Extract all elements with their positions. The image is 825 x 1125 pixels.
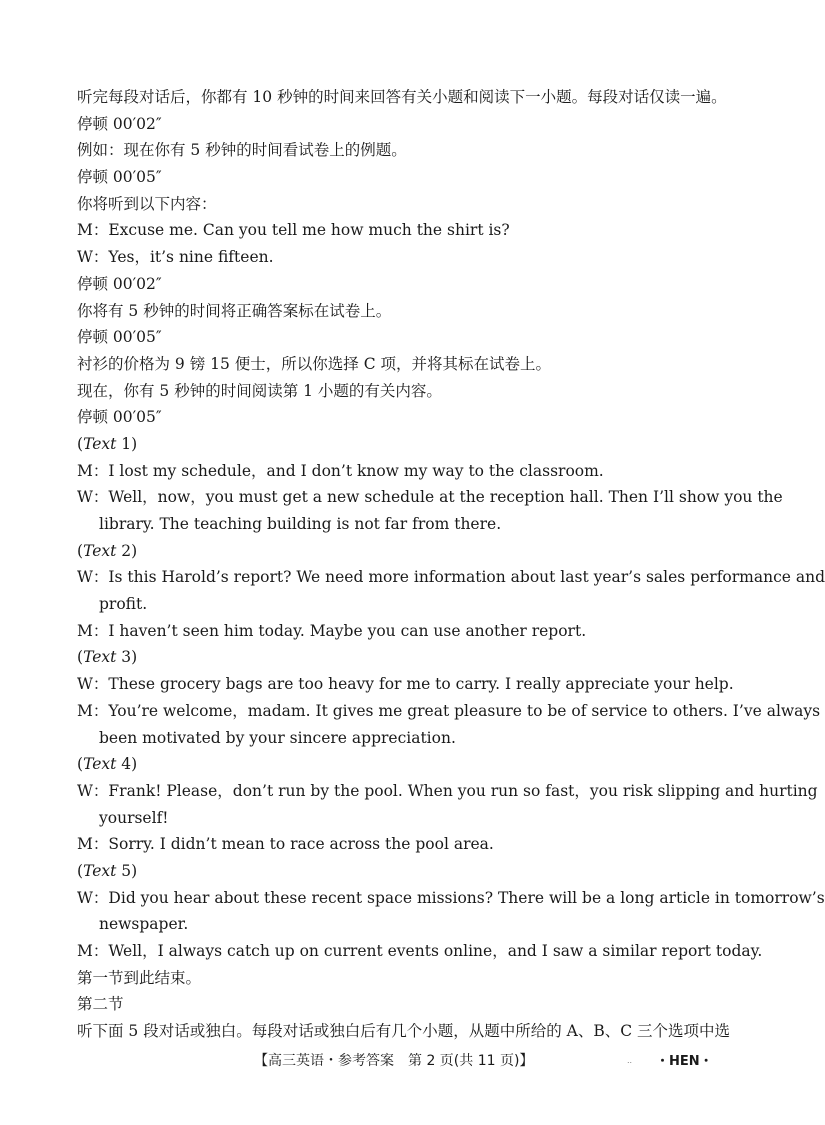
text-line: M：I lost my schedule，and I don’t know my way to the classroom. (77, 461, 604, 480)
text-line: W：Well，now，you must get a new schedule at the reception hall. Then I’ll show you the (77, 488, 783, 507)
text-line-continuation: profit. (99, 595, 148, 614)
text-line: 衬衫的价格为 9 镑 15 便士，所以你选择 C 项，并将其标在试卷上。 (77, 354, 552, 373)
text-marker-label: Text (83, 755, 117, 774)
document-body (77, 84, 825, 1045)
text-line-continuation: newspaper. (99, 915, 189, 934)
page-footer (0, 1050, 800, 1074)
text-line: W：Did you hear about these recent space missions? There will be a long article in tomorrow’s (77, 888, 825, 907)
text-marker-number: 2 (121, 541, 132, 560)
text-line: W：These grocery bags are too heavy for me to carry. I really appreciate your help. (77, 675, 734, 694)
text-line: 停顿 00′02″ (77, 274, 162, 293)
text-line: M：Excuse me. Can you tell me how much the shirt is? (77, 221, 510, 240)
text-marker-number: 5 (121, 861, 132, 880)
text-line: 停顿 00′05″ (77, 408, 162, 427)
text-line: 停顿 00′02″ (77, 114, 162, 133)
text-line: W：Yes，it’s nine fifteen. (77, 248, 274, 267)
text-line: 你将有 5 秒钟的时间将正确答案标在试卷上。 (77, 301, 392, 320)
text-line-continuation: yourself! (99, 808, 169, 827)
text-line: 听下面 5 段对话或独白。每段对话或独白后有几个小题，从题中所给的 A、B、C 三个选项中选 (77, 1022, 731, 1041)
text-line: M：Sorry. I didn’t mean to race across the pool area. (77, 835, 494, 854)
text-section-marker: (Text 1) (77, 434, 138, 453)
footer-code: ・HEN・ (656, 1054, 713, 1069)
text-line: W：Frank! Please，don’t run by the pool. When you run so fast，you risk slipping and hurting (77, 781, 818, 800)
text-line-continuation: been motivated by your sincere appreciation. (99, 728, 456, 747)
text-line: 现在，你有 5 秒钟的时间阅读第 1 小题的有关内容。 (77, 381, 442, 400)
text-line: M：I haven’t seen him today. Maybe you can use another report. (77, 621, 587, 640)
text-line: 停顿 00′05″ (77, 328, 162, 347)
text-marker-label: Text (83, 648, 117, 667)
footer-page-info: 【高三英语・参考答案 第 2 页(共 11 页)】 (254, 1053, 534, 1069)
text-line: 例如：现在你有 5 秒钟的时间看试卷上的例题。 (77, 141, 407, 160)
text-section-marker: (Text 5) (77, 861, 138, 880)
text-line: 停顿 00′05″ (77, 168, 162, 187)
text-section-marker: (Text 2) (77, 541, 138, 560)
text-line: M：You’re welcome，madam. It gives me great pleasure to be of service to others. I’ve always (77, 701, 821, 720)
text-line: 第二节 (77, 995, 124, 1014)
text-marker-label: Text (83, 434, 117, 453)
footer-dots: .. (627, 1056, 633, 1065)
text-marker-number: 3 (121, 648, 132, 667)
text-line: 听完每段对话后，你都有 10 秒钟的时间来回答有关小题和阅读下一小题。每段对话仅读一遍。 (77, 88, 727, 106)
text-line: W：Is this Harold’s report? We need more information about last year’s sales performance and (77, 568, 825, 587)
text-line-continuation: library. The teaching building is not far from there. (99, 515, 502, 533)
text-marker-number: 4 (121, 755, 132, 774)
text-section-marker: (Text 4) (77, 755, 138, 774)
text-marker-number: 1 (121, 434, 132, 453)
text-marker-label: Text (83, 541, 117, 560)
text-line: 你将听到以下内容： (77, 194, 217, 213)
text-line: 第一节到此结束。 (77, 968, 202, 987)
text-marker-label: Text (83, 861, 117, 880)
text-line: M：Well，I always catch up on current events online，and I saw a similar report today. (77, 942, 763, 960)
text-section-marker: (Text 3) (77, 648, 138, 667)
